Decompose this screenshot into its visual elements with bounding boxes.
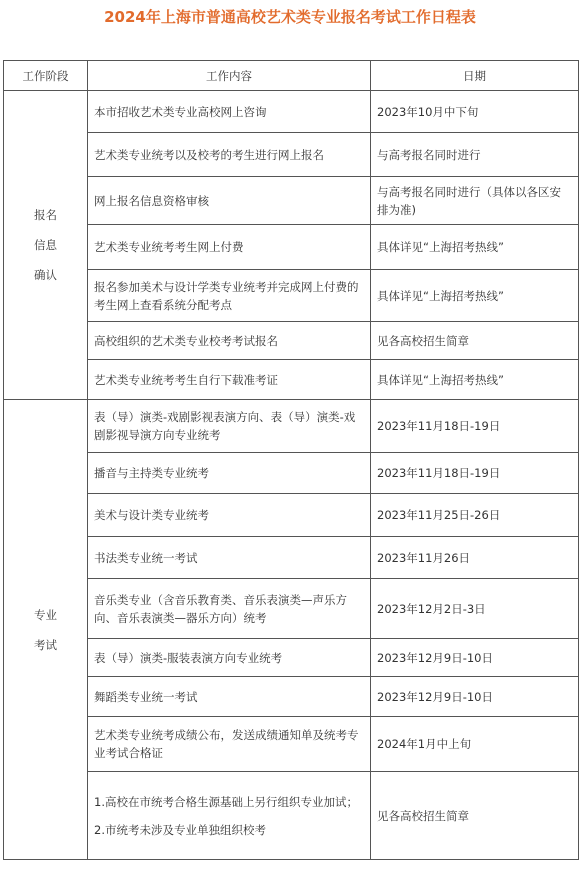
- content-cell: 高校组织的艺术类专业校考考试报名: [88, 322, 371, 360]
- content-cell: 艺术类专业统考成绩公布，发送成绩通知单及统考专业考试合格证: [88, 717, 371, 772]
- content-cell: 舞蹈类专业统一考试: [88, 677, 371, 717]
- content-cell: 网上报名信息资格审核: [88, 177, 371, 225]
- date-cell: 2023年11月18日-19日: [371, 453, 579, 494]
- table-row: [4, 717, 579, 772]
- date-cell: 2023年11月18日-19日: [371, 400, 579, 453]
- date-cell: 2023年12月9日-10日: [371, 639, 579, 677]
- phase-cell-exam: 专业 考试: [4, 400, 88, 860]
- table-row: [4, 225, 579, 270]
- table-row: [4, 133, 579, 177]
- date-cell: 2023年11月25日-26日: [371, 494, 579, 537]
- header-date: 日期: [371, 61, 579, 91]
- date-cell: 具体详见“上海招考热线”: [371, 225, 579, 270]
- date-cell: 2023年10月中下旬: [371, 91, 579, 133]
- table-row: [4, 494, 579, 537]
- table-row: [4, 772, 579, 860]
- date-cell: 2023年12月9日-10日: [371, 677, 579, 717]
- date-cell: 2023年12月2日-3日: [371, 579, 579, 639]
- content-cell: [88, 772, 371, 860]
- date-cell: 具体详见“上海招考热线”: [371, 270, 579, 322]
- content-cell: 本市招收艺术类专业高校网上咨询: [88, 91, 371, 133]
- table-row: [4, 453, 579, 494]
- content-cell: 艺术类专业统考考生网上付费: [88, 225, 371, 270]
- content-cell: 美术与设计类专业统考: [88, 494, 371, 537]
- content-cell: 播音与主持类专业统考: [88, 453, 371, 494]
- header-content: 工作内容: [88, 61, 371, 91]
- content-cell: 书法类专业统一考试: [88, 537, 371, 579]
- phase-cell-registration: 报名 信息 确认: [4, 91, 88, 400]
- content-cell: 表（导）演类-戏剧影视表演方向、表（导）演类-戏剧影视导演方向专业统考: [88, 400, 371, 453]
- list-item: 1.高校在市统考合格生源基础上另行组织专业加试；: [94, 794, 358, 809]
- content-cell: 表（导）演类-服装表演方向专业统考: [88, 639, 371, 677]
- table-row: [4, 579, 579, 639]
- content-cell: 音乐类专业（含音乐教育类、音乐表演类—声乐方向、音乐表演类—器乐方向）统考: [88, 579, 371, 639]
- page-title: 2024年上海市普通高校艺术类专业报名考试工作日程表: [104, 8, 476, 26]
- content-cell: 报名参加美术与设计学类专业统考并完成网上付费的考生网上查看系统分配考点: [88, 270, 371, 322]
- table-row: [4, 360, 579, 400]
- schedule-table: [3, 60, 579, 860]
- table-row: [4, 322, 579, 360]
- table-header-row: [4, 61, 579, 91]
- date-cell: 2023年11月26日: [371, 537, 579, 579]
- date-cell: 见各高校招生简章: [371, 772, 579, 860]
- table-row: [4, 177, 579, 225]
- table-row: [4, 677, 579, 717]
- header-phase: 工作阶段: [4, 61, 88, 91]
- table-row: [4, 270, 579, 322]
- content-cell: 艺术类专业统考考生自行下载准考证: [88, 360, 371, 400]
- date-cell: 与高考报名同时进行: [371, 133, 579, 177]
- date-cell: 2024年1月中上旬: [371, 717, 579, 772]
- date-cell: 见各高校招生简章: [371, 322, 579, 360]
- table-row: [4, 400, 579, 453]
- content-cell: 艺术类专业统考以及校考的考生进行网上报名: [88, 133, 371, 177]
- table-row: [4, 91, 579, 133]
- table-row: [4, 639, 579, 677]
- table-row: [4, 537, 579, 579]
- list-item: 2.市统考未涉及专业单独组织校考: [94, 822, 266, 837]
- date-cell: 与高考报名同时进行（具体以各区安排为准): [371, 177, 579, 225]
- date-cell: 具体详见“上海招考热线”: [371, 360, 579, 400]
